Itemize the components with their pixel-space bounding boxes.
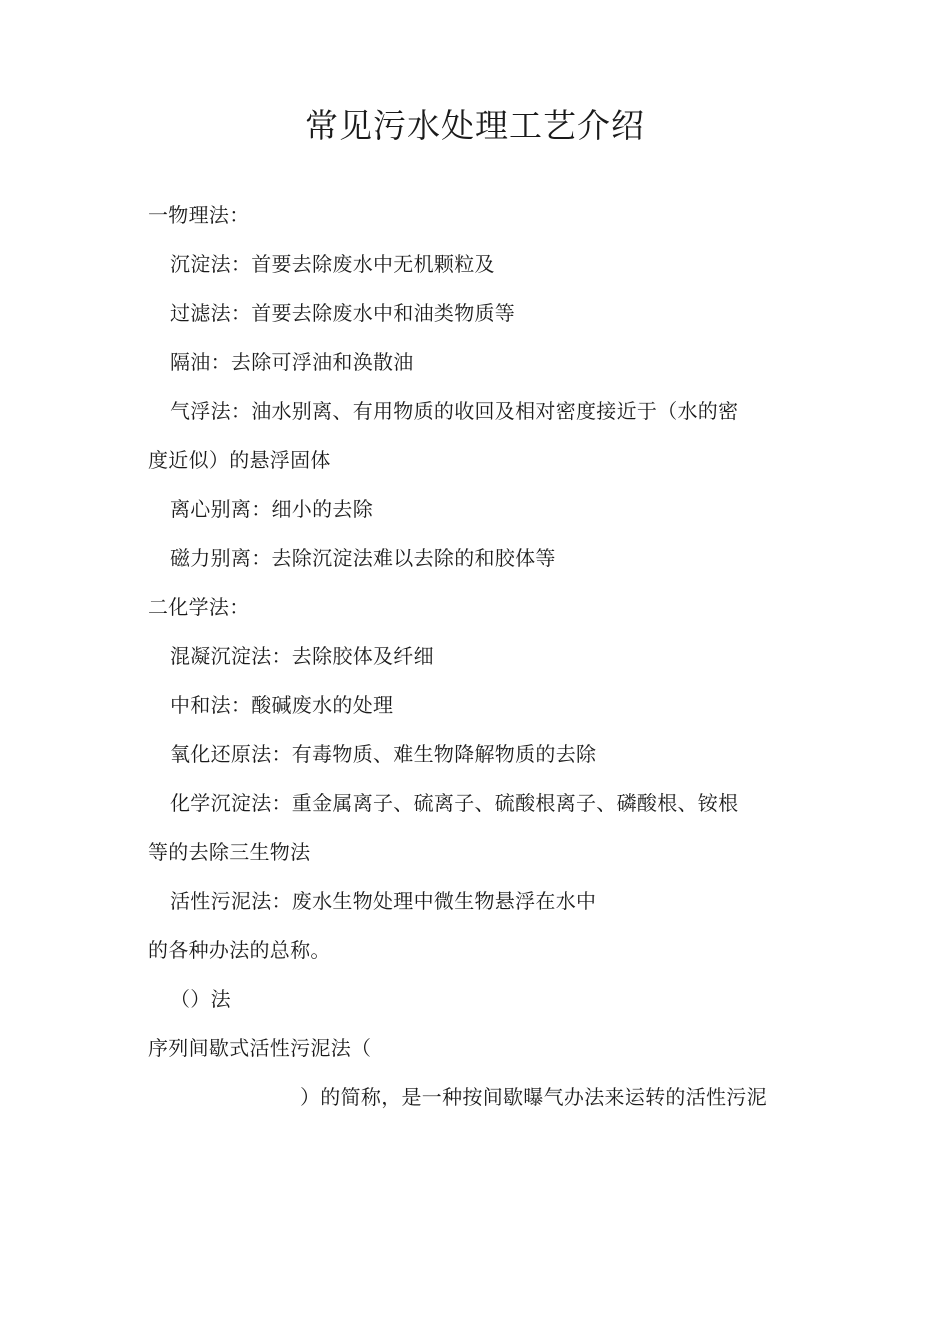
paragraph-line: 等的去除三生物法 (148, 840, 311, 864)
paragraph-line: （）法 (170, 987, 231, 1011)
paragraph-line: 序列间歇式活性污泥法（ (148, 1036, 372, 1060)
paragraph-line: 中和法：酸碱废水的处理 (170, 693, 394, 717)
paragraph-line: 化学沉淀法：重金属离子、硫离子、硫酸根离子、磷酸根、铵根 (170, 791, 739, 815)
section-heading-physical: 一物理法： (148, 203, 250, 227)
paragraph-line: 混凝沉淀法：去除胶体及纤细 (170, 644, 434, 668)
paragraph-line: ）的简称，是一种按间歇曝气办法来运转的活性污泥 (300, 1085, 767, 1109)
section-heading-chemical: 二化学法： (148, 595, 250, 619)
paragraph-line: 磁力别离：去除沉淀法难以去除的和胶体等 (170, 546, 556, 570)
paragraph-line: 沉淀法：首要去除废水中无机颗粒及 (170, 252, 495, 276)
paragraph-line: 隔油：去除可浮油和涣散油 (170, 350, 414, 374)
paragraph-line: 度近似）的悬浮固体 (148, 448, 331, 472)
document-title: 常见污水处理工艺介绍 (305, 106, 645, 145)
paragraph-line: 过滤法：首要去除废水中和油类物质等 (170, 301, 516, 325)
paragraph-line: 氧化还原法：有毒物质、难生物降解物质的去除 (170, 742, 597, 766)
paragraph-line: 活性污泥法：废水生物处理中微生物悬浮在水中 (170, 889, 597, 913)
paragraph-line: 的各种办法的总称。 (148, 938, 331, 962)
paragraph-line: 气浮法：油水别离、有用物质的收回及相对密度接近于（水的密 (170, 399, 739, 423)
paragraph-line: 离心别离：细小的去除 (170, 497, 373, 521)
